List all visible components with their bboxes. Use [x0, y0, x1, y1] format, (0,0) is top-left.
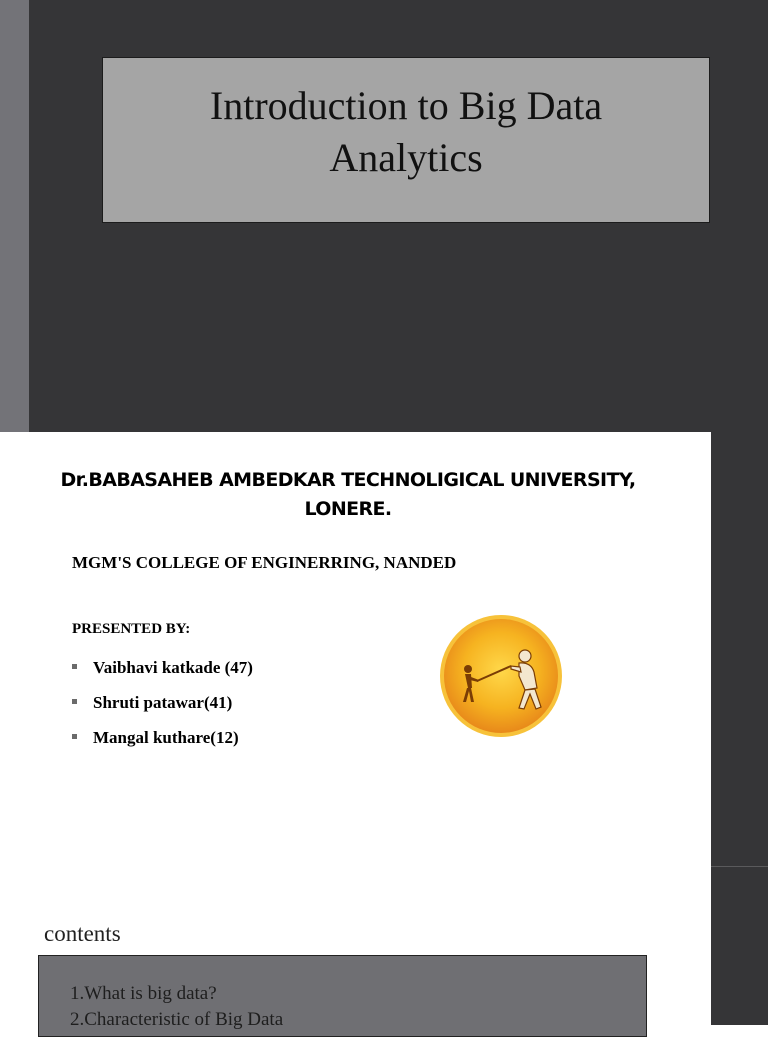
- contents-slide: [0, 866, 711, 1030]
- title-slide: [0, 0, 768, 432]
- presenters-slide: [0, 432, 711, 866]
- presenter-name: Mangal kuthare(12): [93, 727, 239, 747]
- university-seal-icon: [439, 614, 563, 738]
- contents-list: [39, 981, 646, 1033]
- seal-face: [444, 619, 558, 733]
- contents-heading: contents: [44, 921, 121, 946]
- presenter-name: Shruti patawar(41): [93, 692, 233, 712]
- list-item: [72, 685, 253, 720]
- bullet-icon: [72, 734, 77, 739]
- contents-box: [38, 955, 647, 1037]
- list-item: [72, 720, 253, 755]
- list-item: [72, 650, 253, 685]
- list-item: 1.What is big data?: [70, 983, 217, 1004]
- title-box: [102, 57, 710, 223]
- presented-by-label: PRESENTED BY:: [72, 621, 191, 637]
- presenter-name: Vaibhavi katkade (47): [93, 657, 253, 677]
- list-item: 2.Characteristic of Big Data: [70, 1009, 284, 1030]
- university-name: Dr.BABASAHEB AMBEDKAR TECHNOLIGICAL UNIVERSITY, LONERE.: [60, 469, 636, 520]
- left-accent-stripe: [0, 0, 29, 432]
- bullet-icon: [72, 699, 77, 704]
- bullet-icon: [72, 664, 77, 669]
- college-name: MGM'S COLLEGE OF ENGINERRING, NANDED: [72, 553, 457, 572]
- side-background-strip: [711, 432, 768, 866]
- slide-title: Introduction to Big Data Analytics: [209, 83, 603, 180]
- presenter-list: [72, 650, 253, 755]
- side-background-strip: [711, 866, 768, 1025]
